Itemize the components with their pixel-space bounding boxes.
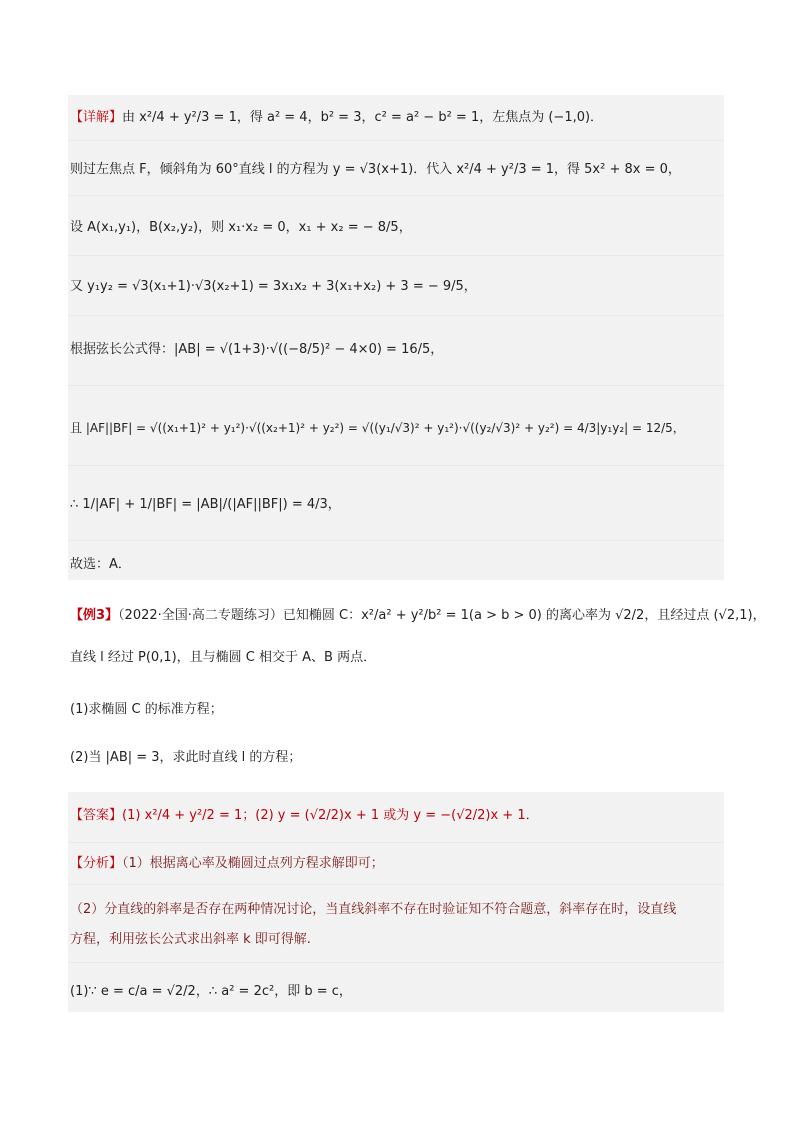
question-2: (2)当 |AB| = 3，求此时直线 l 的方程； [70, 750, 302, 765]
solution-line-5: 根据弦长公式得：|AB| = √(1+3)·√((−8/5)² − 4×0) = 16/5， [70, 342, 444, 357]
analysis-tag: 【分析】 [70, 856, 123, 871]
analysis-line [70, 854, 720, 874]
answer-line [70, 806, 720, 826]
solution-line-8: 故选：A． [70, 557, 131, 572]
example3-line-2: 直线 l 经过 P(0,1)，且与椭圆 C 相交于 A、B 两点． [70, 650, 377, 665]
example-text: 已知椭圆 C：x²/a² + y²/b² = 1(a > b > 0) 的离心率为 √2/2，且经过点 (√2,1)， [282, 608, 766, 623]
divider [68, 540, 724, 541]
example3-line-1 [70, 606, 766, 626]
divider [68, 315, 724, 316]
solution-line-1 [70, 108, 720, 128]
divider [68, 884, 724, 885]
solution-line-3: 设 A(x₁,y₁)，B(x₂,y₂)，则 x₁·x₂ = 0，x₁ + x₂ = − 8/5， [70, 220, 412, 235]
divider [68, 385, 724, 386]
analysis2-line-1: （2）分直线的斜率是否存在两种情况讨论，当直线斜率不存在时验证知不符合题意，斜率存在时，设直线 [70, 902, 677, 917]
example-tag: 【例3】 [70, 608, 119, 623]
solution-line-2: 则过左焦点 F，倾斜角为 60°直线 l 的方程为 y = √3(x+1)．代入 x²/4 + y²/3 = 1，得 5x² + 8x = 0， [70, 162, 681, 177]
answer-text: (1) x²/4 + y²/2 = 1；(2) y = (√2/2)x + 1 或为 y = −(√2/2)x + 1． [122, 808, 539, 823]
divider [68, 255, 724, 256]
question-1: (1)求椭圆 C 的标准方程； [70, 702, 223, 717]
divider [68, 195, 724, 196]
divider [68, 842, 724, 843]
solution-text: 由 x²/4 + y²/3 = 1，得 a² = 4，b² = 3，c² = a² − b² = 1，左焦点为 (−1,0)． [122, 110, 604, 125]
example-source: （2022·全国·高二专题练习） [118, 608, 283, 623]
divider [68, 140, 724, 141]
divider [68, 465, 724, 466]
solution-line-7: ∴ 1/|AF| + 1/|BF| = |AB|/(|AF||BF|) = 4/3， [70, 497, 341, 512]
analysis-text: （1）根据离心率及椭圆过点列方程求解即可； [122, 856, 384, 871]
solution-line-6: 且 |AF||BF| = √((x₁+1)² + y₁²)·√((x₂+1)² + y₂²) = √((y₁/√3)² + y₁²)·√((y₂/√3)² + y₂²) = 4/3|y₁y₂| = 12/5， [70, 421, 685, 435]
solve-line-1: (1)∵ e = c/a = √2/2，∴ a² = 2c²，即 b = c， [70, 984, 352, 999]
solution-line-4: 又 y₁y₂ = √3(x₁+1)·√3(x₂+1) = 3x₁x₂ + 3(x₁+x₂) + 3 = − 9/5， [70, 279, 477, 294]
analysis2-line-2: 方程，利用弦长公式求出斜率 k 即可得解. [70, 932, 311, 947]
detail-tag: 【详解】 [70, 110, 123, 125]
answer-tag: 【答案】 [70, 808, 123, 823]
divider [68, 962, 724, 963]
